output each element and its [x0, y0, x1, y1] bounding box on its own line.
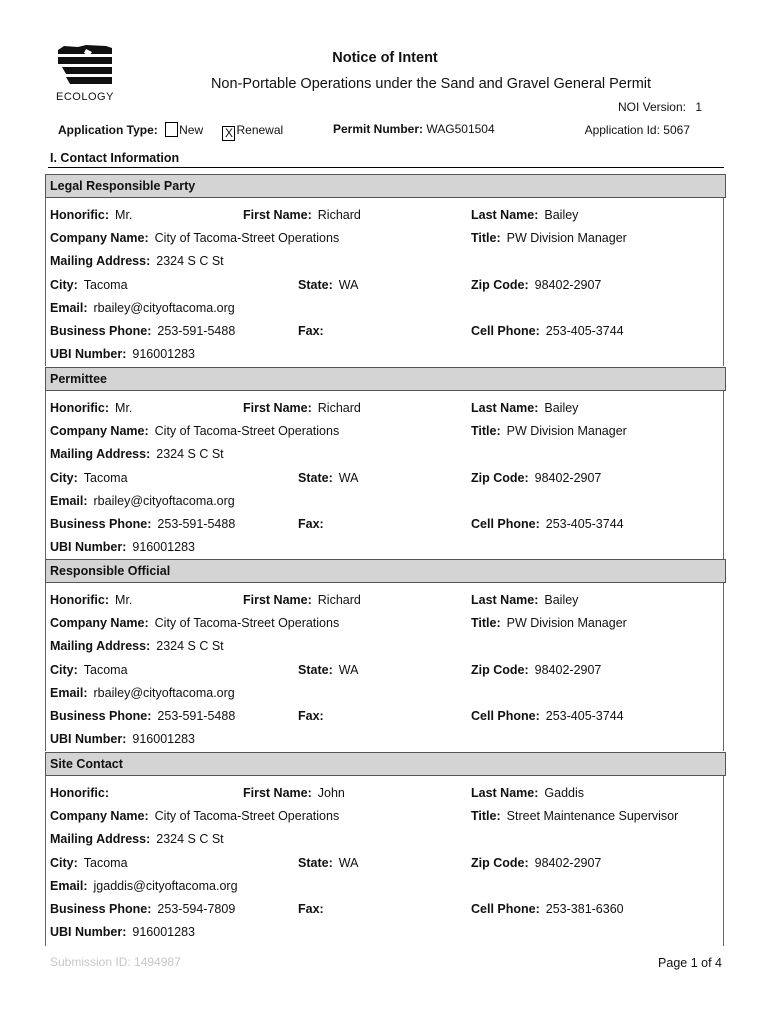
contact-section-heading: Site Contact [45, 752, 726, 776]
field-value: 253-405-3744 [545, 709, 624, 723]
field-address [50, 639, 224, 653]
field-label: Zip Code: [471, 663, 529, 677]
section-divider [48, 167, 724, 168]
field-label: State: [298, 856, 333, 870]
field-value: 98402-2907 [534, 663, 602, 677]
field-value: Bailey [544, 208, 579, 222]
field-value: Tacoma [83, 663, 128, 677]
permit-number [333, 122, 495, 136]
field-ubi [50, 925, 195, 939]
field-address [50, 254, 224, 268]
field-label: Honorific: [50, 786, 110, 800]
contact-section-body [45, 391, 724, 559]
contact-section-heading: Responsible Official [45, 559, 726, 583]
field-label: Business Phone: [50, 709, 152, 723]
application-id-label: Application Id: [584, 123, 660, 137]
field-value: 253-591-5488 [157, 517, 236, 531]
field-value: PW Division Manager [506, 616, 627, 630]
contact-section-heading: Permittee [45, 367, 726, 391]
field-label: Email: [50, 686, 88, 700]
field-value: 253-591-5488 [157, 324, 236, 338]
field-value: Gaddis [544, 786, 584, 800]
permit-number-value: WAG501504 [426, 122, 495, 136]
field-value: 253-405-3744 [545, 324, 624, 338]
field-value: Bailey [544, 593, 579, 607]
field-value: WA [338, 856, 359, 870]
field-label: State: [298, 471, 333, 485]
field-label: Title: [471, 616, 501, 630]
field-label: Cell Phone: [471, 709, 540, 723]
field-value: Mr. [115, 593, 133, 607]
noi-version [618, 100, 702, 114]
field-value: WA [338, 278, 359, 292]
field-title [471, 231, 627, 245]
field-title [471, 424, 627, 438]
application-type-label: Application Type: [58, 123, 158, 137]
field-zip [471, 663, 601, 677]
field-honorific [50, 208, 132, 222]
field-value: Tacoma [83, 471, 128, 485]
field-label: Email: [50, 879, 88, 893]
field-last-name [471, 786, 584, 800]
field-value: 98402-2907 [534, 856, 602, 870]
field-ubi [50, 732, 195, 746]
field-value: 98402-2907 [534, 471, 602, 485]
field-first-name [243, 208, 361, 222]
field-value: Tacoma [83, 278, 128, 292]
field-last-name [471, 593, 578, 607]
field-value: 916001283 [132, 347, 195, 361]
field-value: 916001283 [132, 540, 195, 554]
field-label: Honorific: [50, 401, 110, 415]
field-ubi [50, 347, 195, 361]
field-value: 916001283 [132, 732, 195, 746]
field-label: Last Name: [471, 786, 539, 800]
section-title: I. Contact Information [50, 151, 180, 165]
field-first-name [243, 786, 345, 800]
field-label: Last Name: [471, 208, 539, 222]
noi-version-label: NOI Version: [617, 100, 686, 114]
field-address [50, 447, 224, 461]
field-ubi [50, 540, 195, 554]
contact-section-heading: Legal Responsible Party [45, 174, 726, 198]
field-label: UBI Number: [50, 732, 127, 746]
field-label: Title: [471, 809, 501, 823]
field-label: City: [50, 471, 78, 485]
field-value: rbailey@cityoftacoma.org [93, 494, 235, 508]
field-company [50, 616, 339, 630]
field-label: Mailing Address: [50, 254, 151, 268]
field-value: Mr. [115, 401, 133, 415]
renewal-checkbox[interactable]: X [222, 126, 235, 141]
field-phone [50, 324, 235, 338]
field-value: 2324 S C St [156, 832, 224, 846]
field-label: Mailing Address: [50, 447, 151, 461]
contact-section-body [45, 583, 724, 751]
field-value: Tacoma [83, 856, 128, 870]
field-value: rbailey@cityoftacoma.org [93, 301, 235, 315]
field-state [298, 663, 358, 677]
new-checkbox[interactable] [165, 122, 178, 137]
field-zip [471, 278, 601, 292]
field-label: Mailing Address: [50, 639, 151, 653]
logo-text: ECOLOGY [56, 91, 114, 103]
field-label: Zip Code: [471, 471, 529, 485]
field-value: Richard [317, 401, 361, 415]
field-label: Business Phone: [50, 902, 152, 916]
field-label: First Name: [243, 786, 312, 800]
field-value: PW Division Manager [506, 231, 627, 245]
field-zip [471, 471, 601, 485]
field-label: Fax: [298, 324, 324, 338]
field-value: John [317, 786, 345, 800]
field-value: 2324 S C St [156, 254, 224, 268]
field-label: Cell Phone: [471, 902, 540, 916]
field-label: Honorific: [50, 208, 110, 222]
field-email [50, 879, 238, 893]
field-last-name [471, 401, 578, 415]
field-label: Company Name: [50, 231, 149, 245]
field-label: First Name: [243, 401, 312, 415]
application-id [585, 123, 690, 137]
field-label: UBI Number: [50, 925, 127, 939]
field-value: City of Tacoma-Street Operations [154, 809, 340, 823]
field-zip [471, 856, 601, 870]
field-value: Bailey [544, 401, 579, 415]
field-cell [471, 517, 624, 531]
field-label: Cell Phone: [471, 324, 540, 338]
field-cell [471, 709, 624, 723]
field-state [298, 856, 358, 870]
field-label: Mailing Address: [50, 832, 151, 846]
field-city [50, 856, 128, 870]
field-label: Last Name: [471, 401, 539, 415]
field-label: Company Name: [50, 616, 149, 630]
field-value: 253-405-3744 [545, 517, 624, 531]
field-label: Fax: [298, 517, 324, 531]
field-phone [50, 902, 235, 916]
field-company [50, 424, 339, 438]
field-label: State: [298, 663, 333, 677]
field-label: Email: [50, 494, 88, 508]
field-label: Business Phone: [50, 324, 152, 338]
contact-section-body [45, 198, 724, 366]
field-value: rbailey@cityoftacoma.org [93, 686, 235, 700]
field-state [298, 471, 358, 485]
field-title [471, 809, 678, 823]
field-value: Street Maintenance Supervisor [506, 809, 679, 823]
new-label: New [179, 123, 204, 137]
submission-id: Submission ID: 1494987 [50, 955, 181, 969]
document-subtitle: Non-Portable Operations under the Sand and Gravel General Permit [210, 76, 652, 92]
field-fax [298, 517, 330, 531]
field-city [50, 278, 128, 292]
field-honorific [50, 786, 115, 800]
field-cell [471, 324, 624, 338]
field-label: City: [50, 278, 78, 292]
field-phone [50, 517, 235, 531]
field-title [471, 616, 627, 630]
field-value: 253-594-7809 [157, 902, 236, 916]
field-label: Cell Phone: [471, 517, 540, 531]
field-label: First Name: [243, 593, 312, 607]
field-city [50, 663, 128, 677]
field-phone [50, 709, 235, 723]
field-label: First Name: [243, 208, 312, 222]
renewal-label: Renewal [236, 123, 284, 137]
field-label: Company Name: [50, 424, 149, 438]
field-value: 253-381-6360 [545, 902, 624, 916]
field-value: 2324 S C St [156, 447, 224, 461]
field-first-name [243, 593, 361, 607]
field-value: Richard [317, 208, 361, 222]
field-fax [298, 902, 330, 916]
field-label: City: [50, 856, 78, 870]
field-value: PW Division Manager [506, 424, 627, 438]
field-value: WA [338, 471, 359, 485]
noi-version-value: 1 [695, 100, 702, 114]
field-label: Title: [471, 231, 501, 245]
field-label: Fax: [298, 709, 324, 723]
field-label: UBI Number: [50, 540, 127, 554]
field-label: Title: [471, 424, 501, 438]
field-value: 916001283 [132, 925, 195, 939]
field-label: Zip Code: [471, 856, 529, 870]
contact-section-body [45, 776, 724, 946]
application-type [58, 122, 283, 141]
field-label: Last Name: [471, 593, 539, 607]
field-fax [298, 324, 330, 338]
field-label: Business Phone: [50, 517, 152, 531]
field-label: Fax: [298, 902, 324, 916]
field-fax [298, 709, 330, 723]
field-value: City of Tacoma-Street Operations [154, 424, 340, 438]
field-label: State: [298, 278, 333, 292]
field-value: WA [338, 663, 359, 677]
field-honorific [50, 401, 132, 415]
permit-number-label: Permit Number: [333, 122, 424, 136]
field-email [50, 686, 235, 700]
field-label: UBI Number: [50, 347, 127, 361]
field-value: 253-591-5488 [157, 709, 236, 723]
field-label: Email: [50, 301, 88, 315]
field-value: City of Tacoma-Street Operations [154, 616, 340, 630]
field-value: 98402-2907 [534, 278, 602, 292]
field-value: jgaddis@cityoftacoma.org [93, 879, 238, 893]
field-email [50, 494, 235, 508]
field-honorific [50, 593, 132, 607]
field-address [50, 832, 224, 846]
field-value: City of Tacoma-Street Operations [154, 231, 340, 245]
field-label: Company Name: [50, 809, 149, 823]
field-last-name [471, 208, 578, 222]
field-email [50, 301, 235, 315]
field-value: Richard [317, 593, 361, 607]
field-state [298, 278, 358, 292]
application-id-value: 5067 [663, 123, 690, 137]
page-number: Page 1 of 4 [658, 956, 722, 970]
field-value: 2324 S C St [156, 639, 224, 653]
field-label: Zip Code: [471, 278, 529, 292]
field-cell [471, 902, 624, 916]
field-city [50, 471, 128, 485]
field-label: City: [50, 663, 78, 677]
field-first-name [243, 401, 361, 415]
field-label: Honorific: [50, 593, 110, 607]
field-value: Mr. [115, 208, 133, 222]
field-company [50, 231, 339, 245]
document-title: Notice of Intent [332, 50, 438, 66]
field-company [50, 809, 339, 823]
